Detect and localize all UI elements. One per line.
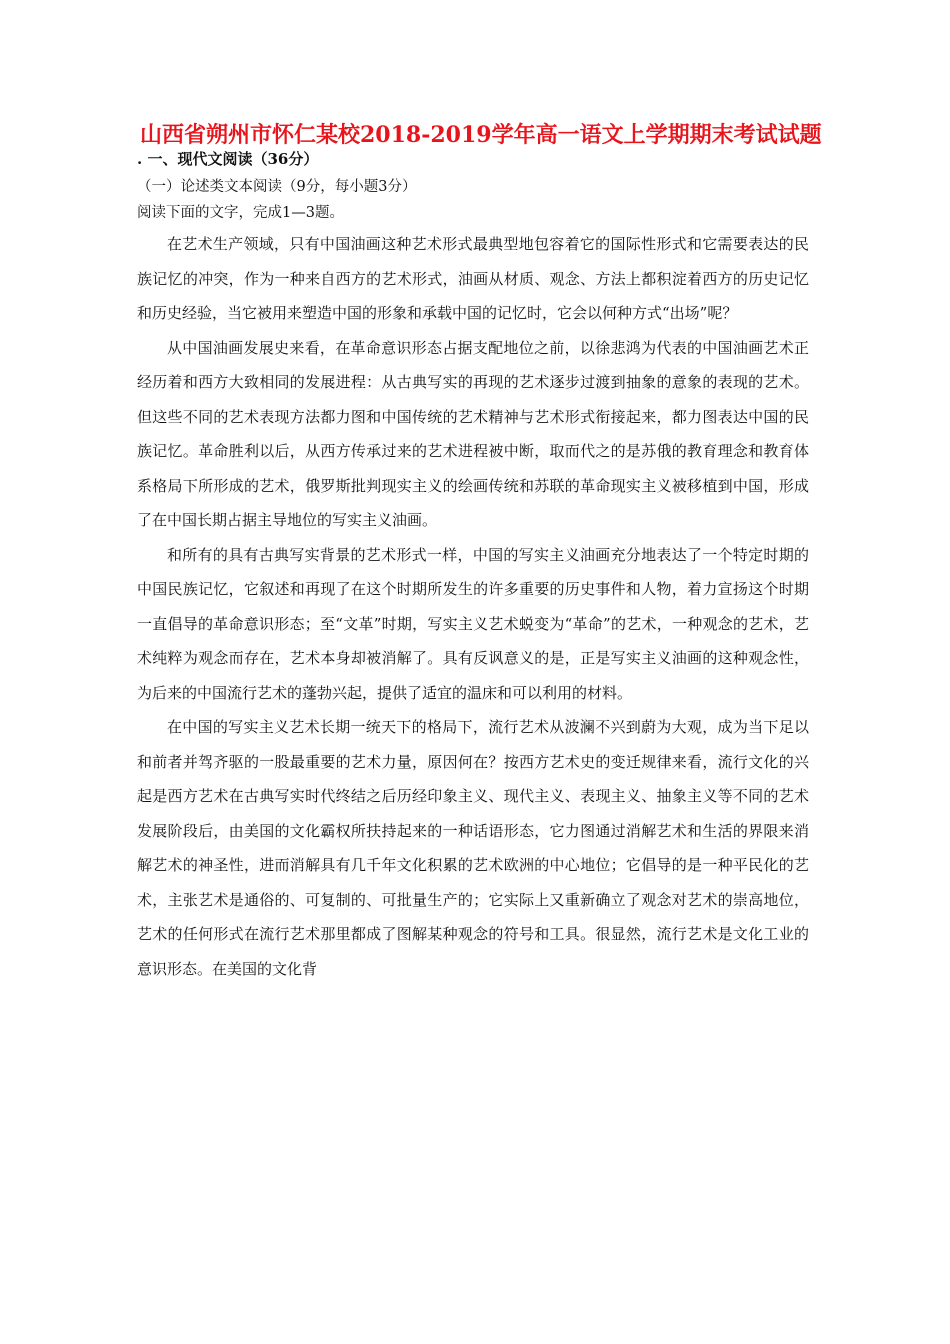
paragraph: 在中国的写实主义艺术长期一统天下的格局下，流行艺术从波澜不兴到蔚为大观，成为当下足以和前者并驾齐驱的一股最重要的艺术力量，原因何在？按西方艺术史的变迁规律来看，流行文化的兴起是西方艺术在古典写实时代终结之后历经印象主义、现代主义、表现主义、抽象主义等不同的艺术发展阶段后，由美国的文化霸权所扶持起来的一种话语形态，它力图通过消解艺术和生活的界限来消解艺术的神圣性，进而消解具有几千年文化积累的艺术欧洲的中心地位；它倡导的是一种平民化的艺术，主张艺术是通俗的、可复制的、可批量生产的；它实际上又重新确立了观念对艺术的崇高地位，艺术的任何形式在流行艺术那里都成了图解某种观念的符号和工具。很显然，流行艺术是文化工业的意识形态。在美国的文化背 [137, 718, 809, 978]
paragraph: 和所有的具有古典写实背景的艺术形式一样，中国的写实主义油画充分地表达了一个特定时期的中国民族记忆，它叙述和再现了在这个时期所发生的许多重要的历史事件和人物，着力宣扬这个时期一直倡导的革命意识形态；至“文革”时期，写实主义艺术蜕变为“革命”的艺术，一种观念的艺术，艺术纯粹为观念而存在，艺术本身却被消解了。具有反讽意义的是，正是写实主义油画的这种观念性，为后来的中国流行艺术的蓬勃兴起，提供了适宜的温床和可以利用的材料。 [137, 545, 809, 702]
reading-instruction: 阅读下面的文字，完成1—3题。 [137, 205, 344, 221]
section-heading: . 一、现代文阅读（36分） [137, 150, 319, 168]
subsection-heading: （一）论述类文本阅读（9分，每小题3分） [137, 179, 417, 195]
document-title: 山西省朔州市怀仁某校2018-2019学年高一语文上学期期末考试试题 [140, 122, 822, 148]
paragraph: 从中国油画发展史来看，在革命意识形态占据支配地位之前，以徐悲鸿为代表的中国油画艺术正经历着和西方大致相同的发展进程：从古典写实的再现的艺术逐步过渡到抽象的意象的表现的艺术。但这些不同的艺术表现方法都力图和中国传统的艺术精神与艺术形式衔接起来，都力图表达中国的民族记忆。革命胜利以后，从西方传承过来的艺术进程被中断，取而代之的是苏俄的教育理念和教育体系格局下所形成的艺术，俄罗斯批判现实主义的绘画传统和苏联的革命现实主义被移植到中国，形成了在中国长期占据主导地位的写实主义油画。 [137, 338, 809, 529]
paragraph: 在艺术生产领域，只有中国油画这种艺术形式最典型地包容着它的国际性形式和它需要表达的民族记忆的冲突，作为一种来自西方的艺术形式，油画从材质、观念、方法上都积淀着西方的历史记忆和历史经验，当它被用来塑造中国的形象和承载中国的记忆时，它会以何种方式“出场”呢？ [137, 235, 809, 322]
passage-body [137, 227, 809, 986]
